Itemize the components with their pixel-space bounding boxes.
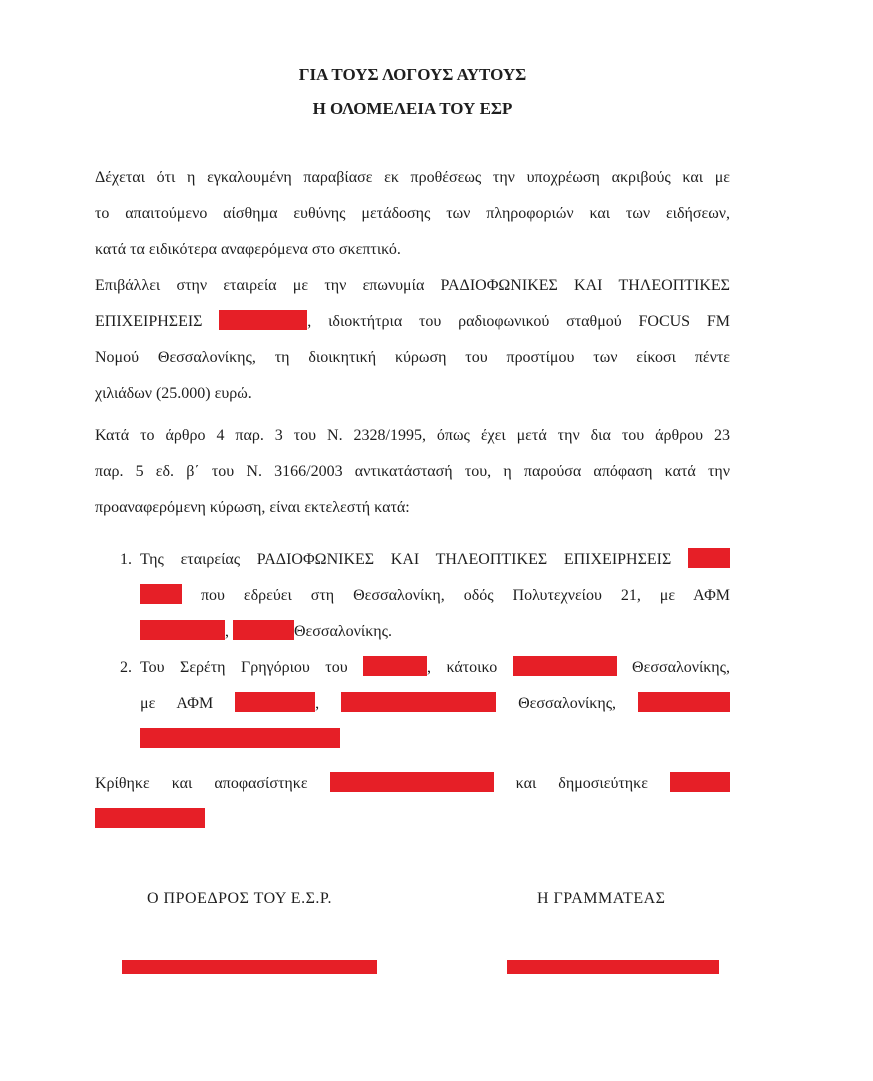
list-item-lines [140,650,730,758]
list-item-lines [140,542,730,650]
text-segment: με ΑΦΜ [140,695,236,712]
text-segment: Κατά το άρθρο 4 παρ. 3 του Ν. 2328/1995, όπως έχει μετά την δια του άρθρου 23 [95,427,730,444]
enforcement-list [95,542,730,758]
redaction-bar [688,548,730,568]
text-segment: που εδρεύει στη Θεσσαλονίκη, οδός Πολυτεχνείου 21, με ΑΦΜ [182,587,730,604]
text-segment: , κάτοικο [427,659,513,676]
heading-line-plenary: Η ΟΛΟΜΕΛΕΙΑ ΤΟΥ ΕΣΡ [312,99,513,118]
text-line [95,454,730,490]
text-segment: Επιβάλλει στην εταιρεία με την επωνυμία ΡΑΔΙΟΦΩΝΙΚΕΣ ΚΑΙ ΤΗΛΕΟΠΤΙΚΕΣ [95,277,730,294]
text-segment: Θεσσαλονίκης, [616,659,730,676]
redaction-bar [140,620,225,640]
list-marker: 2. [120,659,132,676]
redaction-bar [233,620,294,640]
text-segment: , ιδιοκτήτρια του ραδιοφωνικού σταθμού FOCUS FM [307,313,730,330]
text-line [95,340,730,376]
signature-section [95,890,730,1040]
text-segment: παρ. 5 εδ. β΄ του Ν. 3166/2003 αντικατάστασή του, η παρούσα απόφαση κατά την [95,463,730,480]
redaction-bar [219,310,307,330]
text-line [95,232,730,268]
paragraph-sanction [95,268,730,412]
text-segment: , [315,695,342,712]
text-line [140,578,730,614]
redaction-bar [235,692,315,712]
redaction-bar [140,728,340,748]
text-segment: Θεσσαλονίκης, [496,695,639,712]
redaction-bar [513,656,617,676]
text-line [95,766,730,802]
president-signature-label: Ο ΠΡΟΕΔΡΟΣ ΤΟΥ Ε.Σ.Ρ. [147,890,333,907]
redaction-bar [638,692,730,712]
president-signature-redaction-bar [122,960,377,974]
text-segment: Δέχεται ότι η εγκαλουμένη παραβίασε εκ προθέσεως την υποχρέωση ακριβούς και με [95,169,730,186]
text-line [140,722,730,758]
text-segment: , [225,623,233,640]
secretary-signature-label: Η ΓΡΑΜΜΑΤΕΑΣ [537,890,666,907]
secretary-signature-redaction-bar [507,960,719,974]
redaction-bar [670,772,730,792]
text-segment: Της εταιρείας ΡΑΔΙΟΦΩΝΙΚΕΣ ΚΑΙ ΤΗΛΕΟΠΤΙΚΕΣ ΕΠΙΧΕΙΡΗΣΕΙΣ [140,551,688,568]
text-segment: Νομού Θεσσαλονίκης, τη διοικητική κύρωση του προστίμου των είκοσι πέντε [95,349,730,366]
text-line [95,418,730,454]
text-segment: χιλιάδων (25.000) ευρώ. [95,385,252,402]
text-line [95,160,730,196]
document-heading [95,58,730,126]
text-segment: ΕΠΙΧΕΙΡΗΣΕΙΣ [95,313,220,330]
text-segment: Του Σερέτη Γρηγόριου του [140,659,364,676]
paragraph-enforcement [95,418,730,526]
text-line [140,650,730,686]
text-line [140,686,730,722]
text-segment: Κρίθηκε και αποφασίστηκε [95,775,330,792]
redaction-bar [363,656,427,676]
text-line [140,614,730,650]
text-line [95,268,730,304]
text-line [95,196,730,232]
text-segment: και δημοσιεύτηκε [493,775,670,792]
heading-line-reasons: ΓΙΑ ΤΟΥΣ ΛΟΓΟΥΣ ΑΥΤΟΥΣ [298,65,527,84]
text-segment: προαναφερόμενη κύρωση, είναι εκτελεστή κατά: [95,499,410,516]
redaction-bar [95,808,205,828]
redaction-bar [140,584,182,604]
paragraph-closing [95,766,730,838]
text-segment: Θεσσαλονίκης. [294,623,392,640]
text-line [95,304,730,340]
text-line [95,802,730,838]
text-segment: το απαιτούμενο αίσθημα ευθύνης μετάδοσης των πληροφοριών και των ειδήσεων, [95,205,730,222]
list-marker: 1. [120,551,132,568]
text-segment: κατά τα ειδικότερα αναφερόμενα στο σκεπτικό. [95,241,401,258]
redaction-bar [330,772,494,792]
text-line [140,542,730,578]
redaction-bar [341,692,496,712]
text-line [95,490,730,526]
list-item-person [95,650,730,758]
list-item-company [95,542,730,650]
paragraph-acceptance [95,160,730,268]
text-line [95,376,730,412]
